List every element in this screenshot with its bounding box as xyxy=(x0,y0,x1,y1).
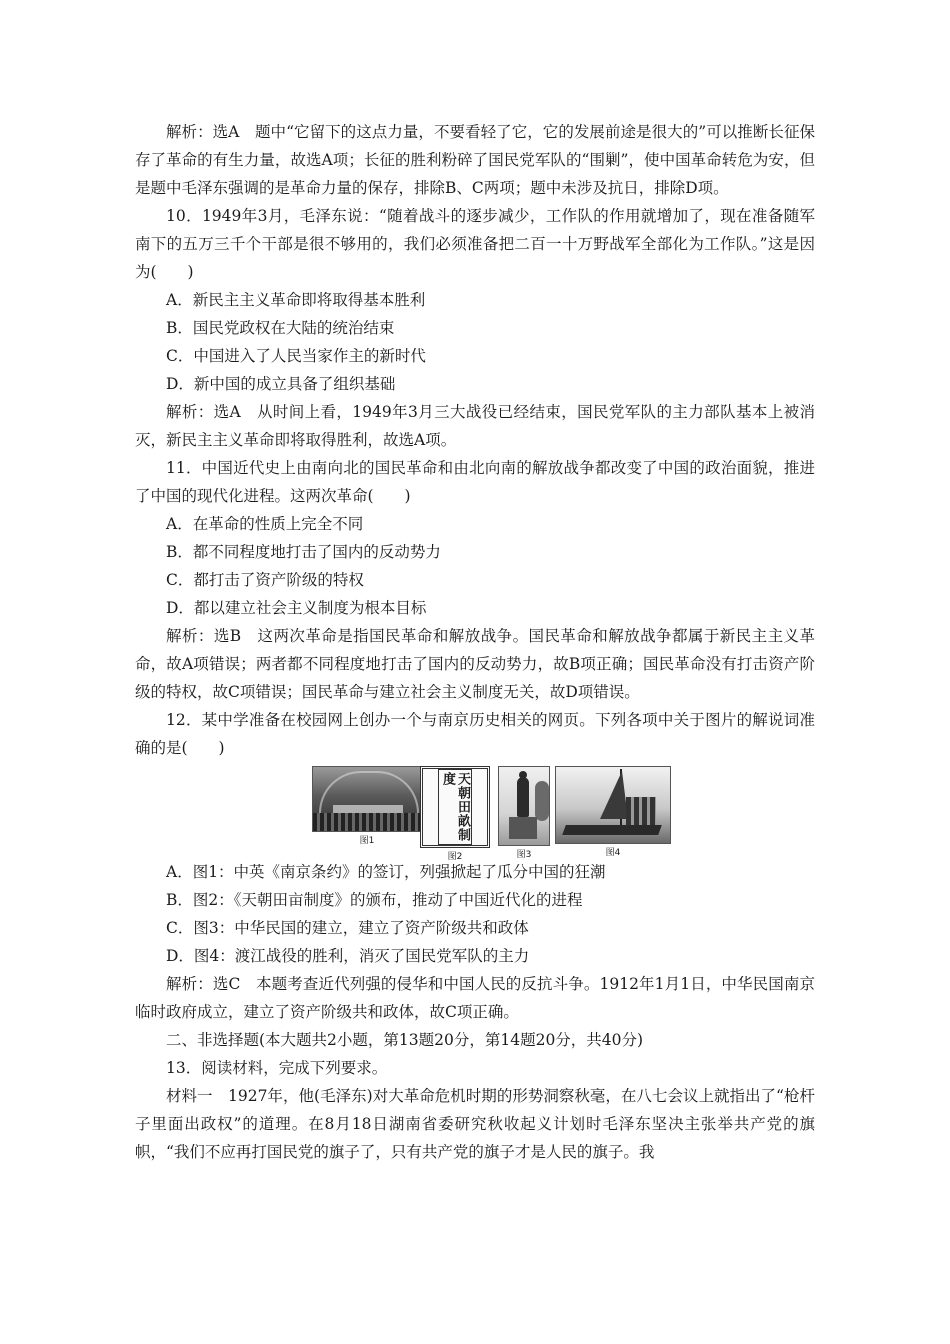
answer-option: C．都打击了资产阶级的特权 xyxy=(166,571,364,589)
figure-row xyxy=(135,766,815,862)
document-body xyxy=(135,118,815,1166)
paragraph: 解析：选B 这两次革命是指国民革命和解放战争。国民革命和解放战争都属于新民主主义革命，故A项错误；两者都不同程度地打击了国内的反动势力，故B项正确；国民革命没有打击资产阶级的特权，故C项错误；国民革命与建立社会主义制度无关，故D项错误。 xyxy=(135,627,815,701)
answer-option: B．国民党政权在大陆的统治结束 xyxy=(166,319,395,337)
paragraph: 解析：选A 从时间上看，1949年3月三大战役已经结束，国民党军队的主力部队基本上被消灭，新民主主义革命即将取得胜利，故选A项。 xyxy=(135,403,815,449)
paragraph: 13．阅读材料，完成下列要求。 xyxy=(166,1059,388,1077)
figure-2-caption: 图2 xyxy=(447,852,463,862)
answer-option: A．新民主主义革命即将取得基本胜利 xyxy=(166,291,426,309)
figure-2 xyxy=(420,766,490,863)
answer-option: B．都不同程度地打击了国内的反动势力 xyxy=(166,543,441,561)
paragraph: 解析：选C 本题考查近代列强的侵华和中国人民的反抗斗争。1912年1月1日，中华民国南京临时政府成立，建立了资产阶级共和政体，故C项正确。 xyxy=(135,975,815,1021)
answer-option: D．图4：渡江战役的胜利，消灭了国民党军队的主力 xyxy=(166,947,530,965)
questions-after-figures xyxy=(135,858,815,1166)
figure-3-image xyxy=(498,766,550,846)
answer-option: D．都以建立社会主义制度为根本目标 xyxy=(166,599,427,617)
questions-before-figures xyxy=(135,118,815,762)
figure-2-book-title: 天朝田畝制度 xyxy=(438,769,472,845)
answer-option: C．图3：中华民国的建立，建立了资产阶级共和政体 xyxy=(166,919,529,937)
figure-2-image xyxy=(420,766,490,848)
figure-3 xyxy=(498,766,550,861)
figure-1-image xyxy=(312,766,422,832)
paragraph: 11．中国近代史上由南向北的国民革命和由北向南的解放战争都改变了中国的政治面貌，推进了中国的现代化进程。这两次革命( ) xyxy=(135,459,815,505)
answer-option: C．中国进入了人民当家作主的新时代 xyxy=(166,347,426,365)
figure-4 xyxy=(555,766,671,859)
answer-option: A．图1：中英《南京条约》的签订，列强掀起了瓜分中国的狂潮 xyxy=(166,863,606,881)
answer-option: B．图2：《天朝田亩制度》的颁布，推动了中国近代化的进程 xyxy=(166,891,583,909)
figure-1 xyxy=(312,766,422,847)
answer-option: A．在革命的性质上完全不同 xyxy=(166,515,364,533)
answer-option: D．新中国的成立具备了组织基础 xyxy=(166,375,396,393)
figure-3-caption: 图3 xyxy=(516,850,532,860)
paragraph: 材料一 1927年，他(毛泽东)对大革命危机时期的形势洞察秋毫，在八七会议上就指出了“枪杆子里面出政权”的道理。在8月18日湖南省委研究秋收起义计划时毛泽东坚决主张举共产党的旗帜，“我们不应再打国民党的旗子了，只有共产党的旗子才是人民的旗子。我 xyxy=(135,1087,815,1161)
figure-4-image xyxy=(555,766,671,844)
paragraph: 12．某中学准备在校园网上创办一个与南京历史相关的网页。下列各项中关于图片的解说词准确的是( ) xyxy=(135,711,815,757)
figure-1-caption: 图1 xyxy=(359,836,375,846)
paragraph: 10．1949年3月，毛泽东说：“随着战斗的逐步减少，工作队的作用就增加了，现在准备随军南下的五万三千个干部是很不够用的，我们必须准备把二百一十万野战军全部化为工作队。”这是因为( ) xyxy=(135,207,815,281)
paragraph: 二、非选择题(本大题共2小题，第13题20分，第14题20分，共40分) xyxy=(166,1031,644,1049)
paragraph: 解析：选A 题中“它留下的这点力量，不要看轻了它，它的发展前途是很大的”可以推断长征保存了革命的有生力量，故选A项；长征的胜利粉碎了国民党军队的“围剿”，使中国革命转危为安，但是题中毛泽东强调的是革命力量的保存，排除B、C两项；题中未涉及抗日，排除D项。 xyxy=(135,123,815,197)
figure-4-caption: 图4 xyxy=(605,848,621,858)
